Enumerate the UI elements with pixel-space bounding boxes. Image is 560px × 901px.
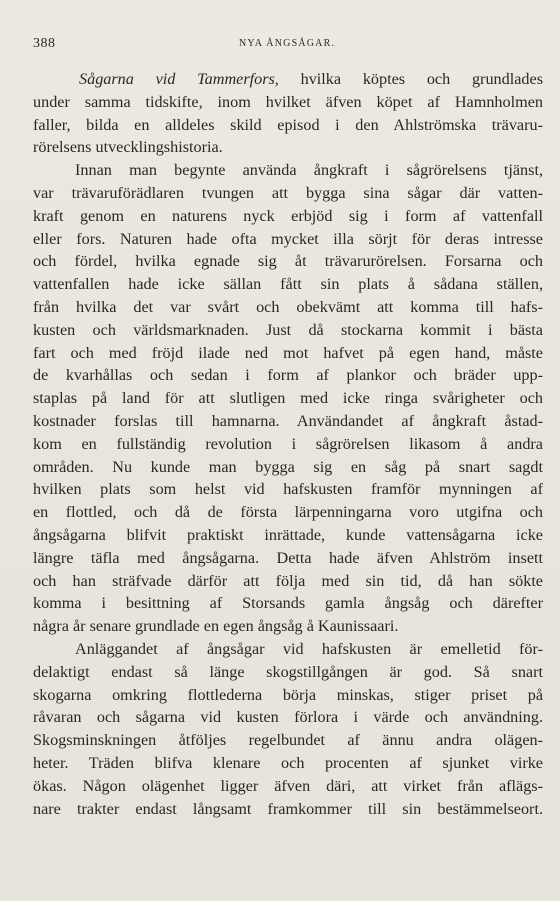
text-line: några år senare grundlade en egen ångsåg å Kaunissaari. <box>33 617 399 636</box>
text-line: staplas på land för att slutligen med icke ringa svårigheter och <box>33 389 543 408</box>
running-head <box>33 36 543 52</box>
text-line: en flottled, och då de första lärpenningarna voro utgifna och <box>33 503 543 522</box>
text-line: skogarna omkring flottlederna börja minskas, stiger priset på <box>33 685 543 704</box>
text-line: hvilken plats som helst vid hafskusten framför mynningen af <box>33 480 543 499</box>
text-line: kusten och världsmarknaden. Just då stockarna kommit i bästa <box>33 320 543 339</box>
text-line: vattenfallen hade icke sällan fått sin plats å sådana ställen, <box>33 275 543 294</box>
text-line: Skogsminskningen åtföljes regelbundet af ännu andra olägen- <box>33 731 543 750</box>
italic-lead: Sågarna vid Tammerfors, <box>79 70 279 88</box>
text-line: kostnader forslas till hamnarna. Användandet af ångkraft åstad- <box>33 411 543 430</box>
text-line: Innan man begynte använda ångkraft i sågrörelsens tjänst, <box>75 161 543 180</box>
text-line: kraft genom en naturens nyck erbjöd sig i form af vattenfall <box>33 206 543 225</box>
text-line: eller fors. Naturen hade ofta mycket illa sörjt för deras intresse <box>33 229 543 248</box>
text-line: faller, bilda en alldeles skild episod i den Ahlströmska trävaru- <box>33 115 543 134</box>
text-line: och han sträfvade därför att följa med sin tid, då han sökte <box>33 571 543 590</box>
body-text <box>33 68 543 820</box>
text-line: råvaran och sågarna vid kusten förlora i värde och användning. <box>33 708 543 727</box>
line-text: hvilka köptes och grundlades <box>278 70 543 88</box>
text-line: kom en fullständig revolution i sågrörelsen likasom å andra <box>33 434 543 453</box>
text-line: längre täfla med ångsågarna. Detta hade äfven Ahlström insett <box>33 548 543 567</box>
text-line: var trävaruförädlaren tvungen att bygga sina sågar där vatten- <box>33 183 543 202</box>
running-title: NYA ÅNGSÅGAR. <box>239 38 336 49</box>
text-line: ökas. Någon olägenhet ligger äfven däri, att virket från aflägs- <box>33 776 543 795</box>
text-line: ångsågarna blifvit praktiskt inrättade, kunde vattensågarna icke <box>33 525 543 544</box>
page-number: 388 <box>33 36 56 51</box>
text-line: från hvilka det var svårt och obekvämt att komma till hafs- <box>33 297 543 316</box>
text-line: nare trakter endast långsamt framkommer till sin bestämmelseort. <box>33 799 543 818</box>
text-line: fart och med fröjd ilade ned mot hafvet på egen hand, måste <box>33 343 543 362</box>
text-line: områden. Nu kunde man bygga sig en såg på snart sagdt <box>33 457 543 476</box>
text-line: delaktigt endast så länge skogstillgången är god. Så snart <box>33 662 543 681</box>
text-line: och fördel, hvilka egnade sig åt trävarurörelsen. Forsarna och <box>33 252 543 271</box>
text-line: rörelsens utvecklingshistoria. <box>33 138 223 157</box>
text-line: under samma tidskifte, inom hvilket äfven köpet af Hamnholmen <box>33 92 543 111</box>
text-line: Anläggandet af ångsågar vid hafskusten är emelletid för- <box>75 639 543 658</box>
text-line: de kvarhållas och sedan i form af plankor och bräder upp- <box>33 366 543 385</box>
text-line: komma i besittning af Storsands gamla ångsåg och därefter <box>33 594 543 613</box>
text-line: heter. Träden blifva klenare och procenten af sjunket virke <box>33 753 543 772</box>
text-line <box>33 68 543 91</box>
